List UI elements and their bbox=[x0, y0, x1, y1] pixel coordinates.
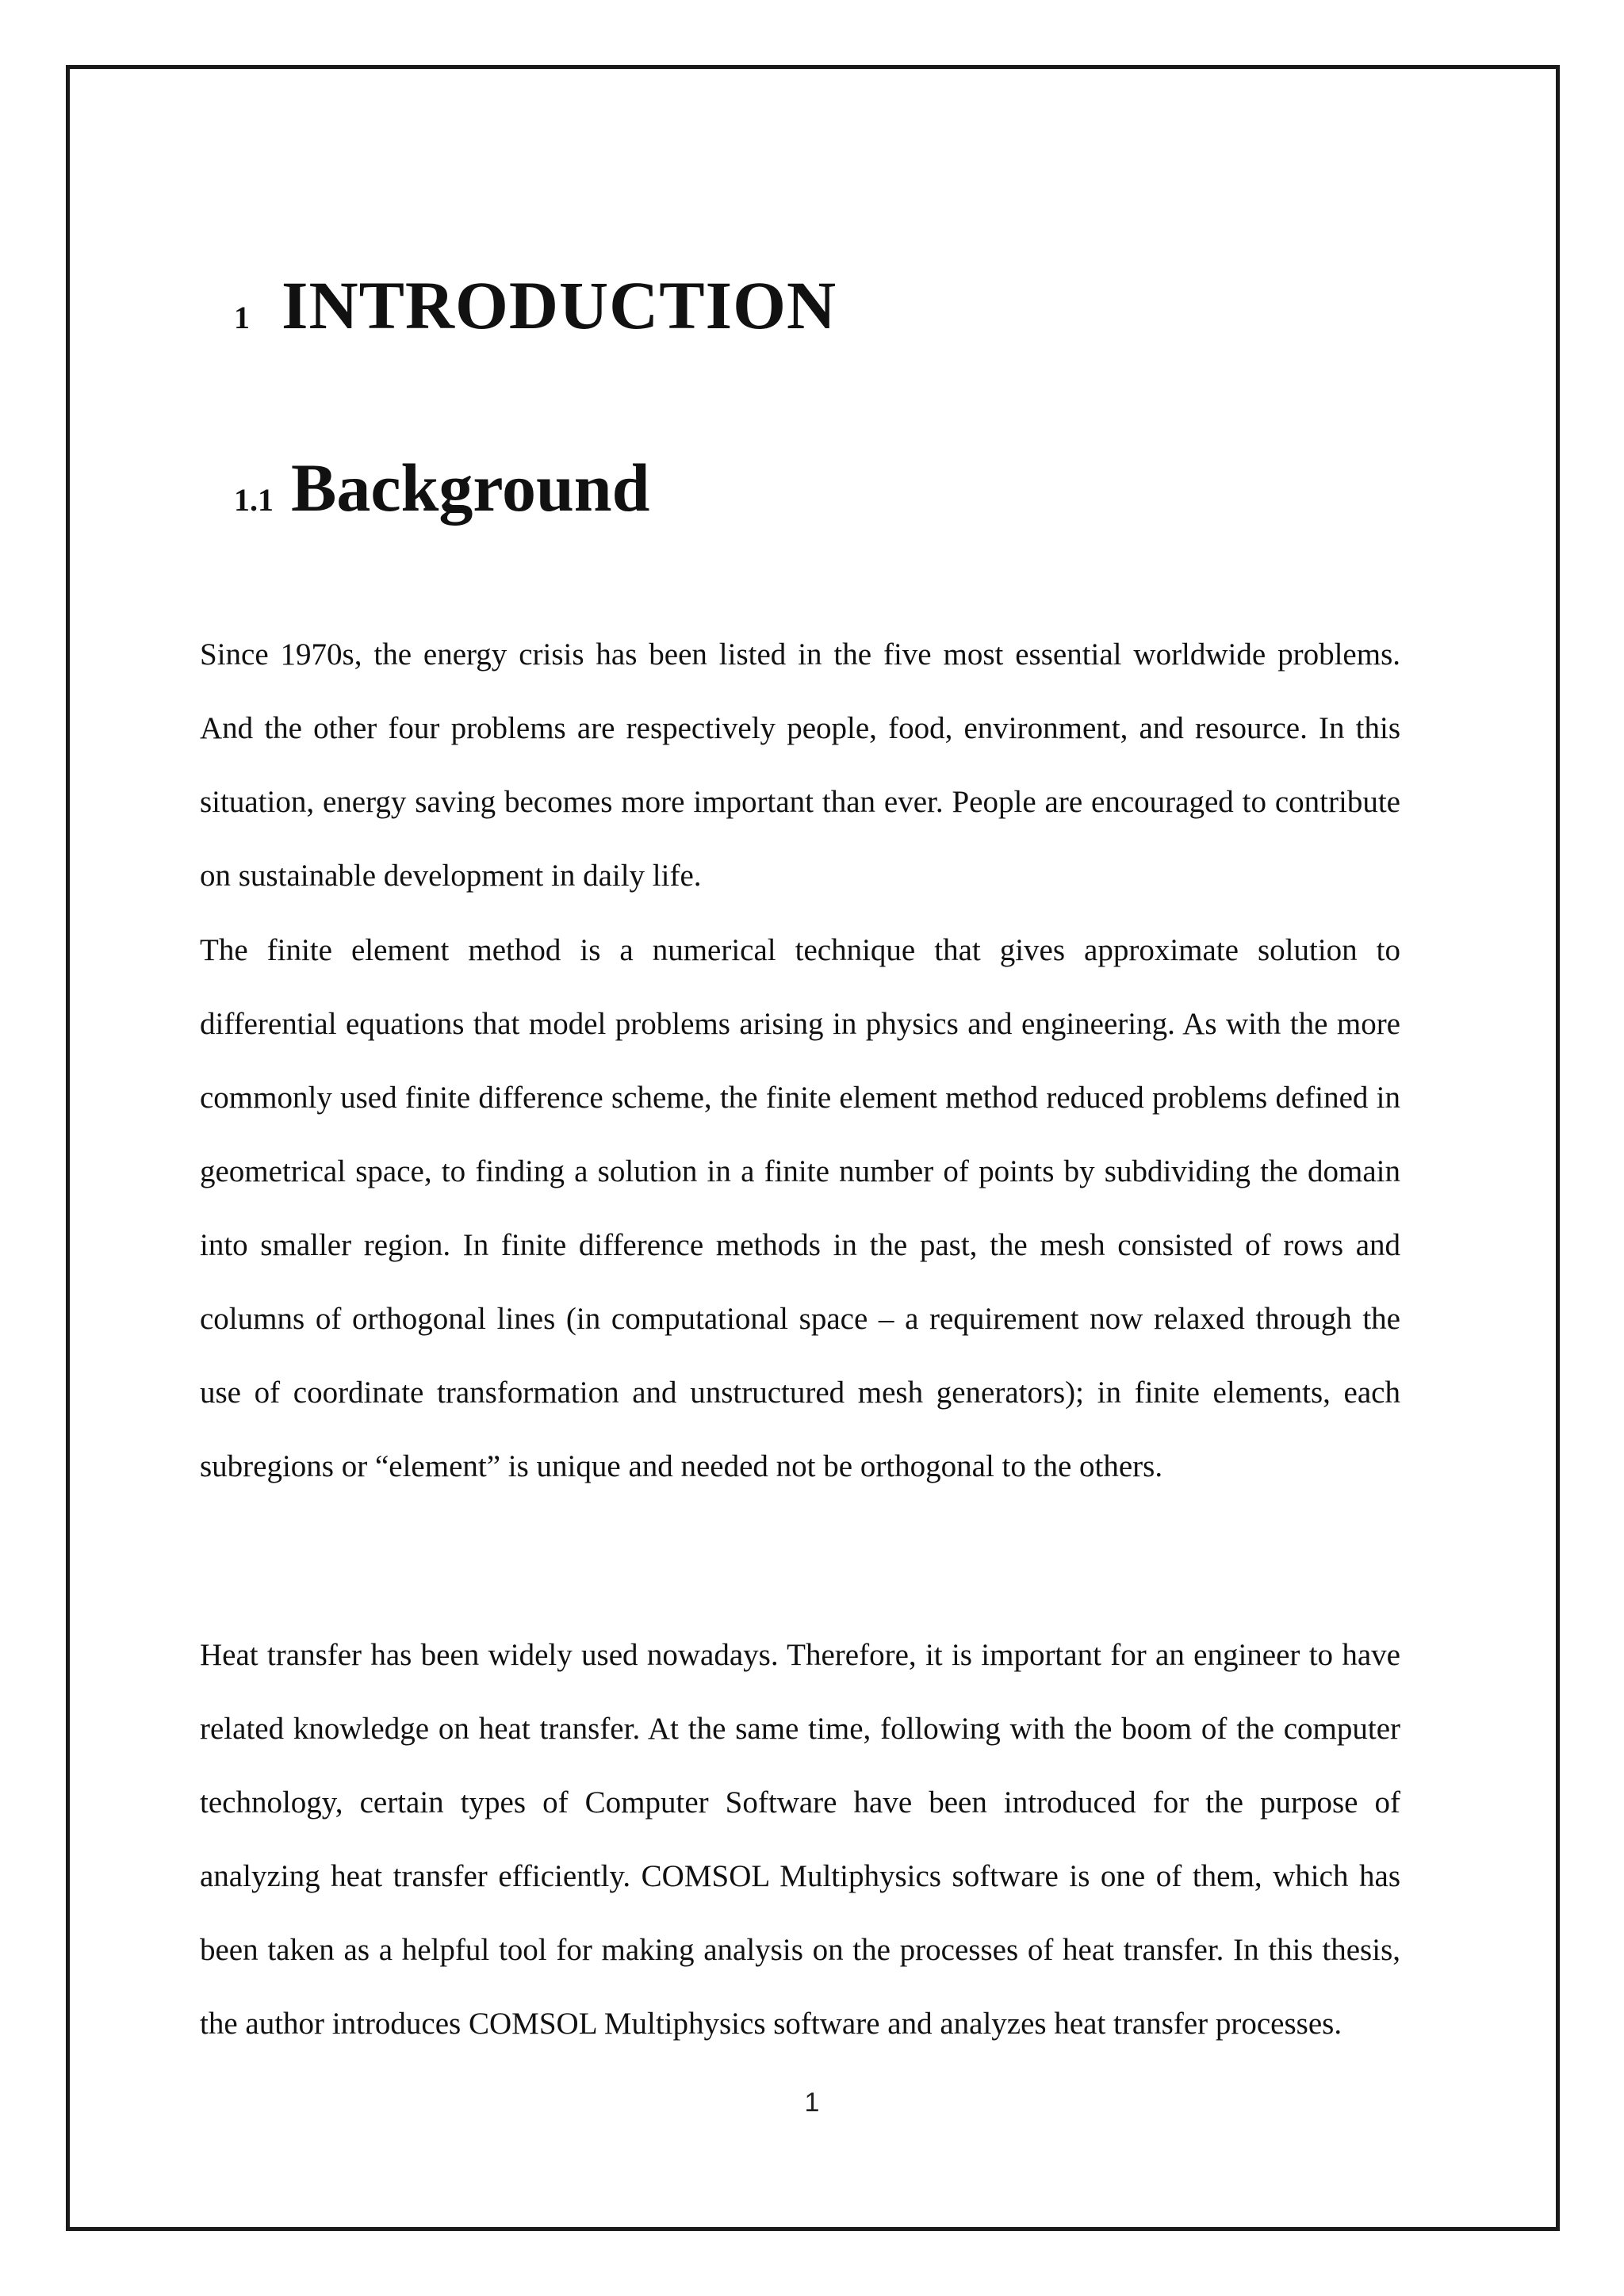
section-title: Background bbox=[291, 450, 650, 526]
chapter-number: 1 bbox=[234, 300, 250, 335]
chapter-heading bbox=[234, 266, 837, 345]
section-heading bbox=[234, 448, 649, 527]
section-number: 1.1 bbox=[234, 482, 274, 518]
chapter-title: INTRODUCTION bbox=[282, 267, 837, 343]
paragraph-finite-element-method: The finite element method is a numerical technique that gives approximate solution to differential equations that model problems arising in physics and engineering. As with the more commonly used finite difference scheme, the finite element method reduced problems defined in geometrical space, to finding a solution in a finite number of points by subdividing the domain into smaller region. In finite difference methods in the past, the mesh consisted of rows and columns of orthogonal lines (in computational space – a requirement now relaxed through the use of coordinate transformation and unstructured mesh generators); in finite elements, each subregions or “element” is unique and needed not be orthogonal to the others. bbox=[200, 933, 1400, 1483]
page-number: 1 bbox=[804, 2087, 820, 2118]
paragraph-energy-crisis: Since 1970s, the energy crisis has been listed in the five most essential worldwide problems. And the other four problems are respectively people, food, environment, and resource. In this situation, energy saving becomes more important than ever. People are encouraged to contribute on sustainable development in daily life. bbox=[200, 637, 1400, 893]
paragraph-heat-transfer: Heat transfer has been widely used nowadays. Therefore, it is important for an engineer to have related knowledge on heat transfer. At the same time, following with the boom of the computer technology, certain types of Computer Software have been introduced for the purpose of analyzing heat transfer efficiently. COMSOL Multiphysics software is one of them, which has been taken as a helpful tool for making analysis on the processes of heat transfer. In this thesis, the author introduces COMSOL Multiphysics software and analyzes heat transfer processes. bbox=[200, 1638, 1400, 2041]
